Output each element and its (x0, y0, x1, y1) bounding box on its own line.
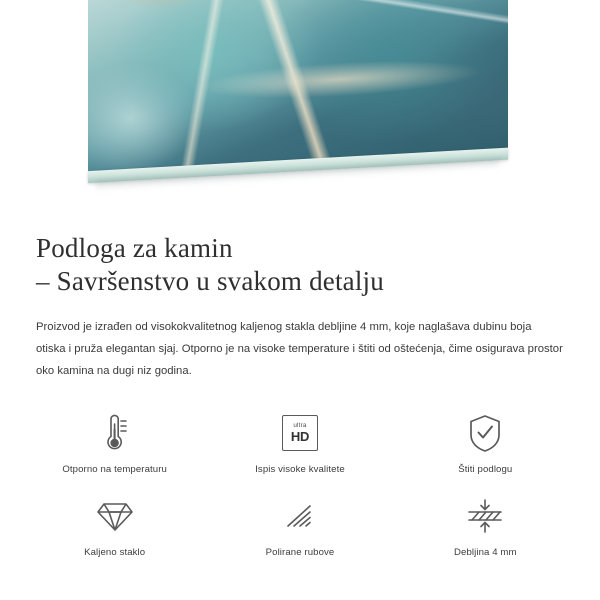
sparkle-icon (510, 186, 524, 200)
feature-label: Ispis visoke kvalitete (255, 464, 345, 475)
feature-label: Kaljeno staklo (84, 547, 146, 558)
feature-item-temperature (22, 408, 207, 475)
feature-label: Polirane rubove (265, 547, 335, 558)
shield-check-icon (464, 408, 506, 458)
feature-label: Otporno na temperaturu (62, 464, 167, 475)
feature-item-tempered-glass (22, 491, 207, 558)
feature-item-print-quality (207, 408, 392, 475)
polished-edges-icon (278, 491, 322, 541)
marble-print-surface (88, 0, 508, 175)
ultra-hd-icon (282, 408, 318, 458)
feature-item-polished-edges (207, 491, 392, 558)
page-title-line-1: Podloga za kamin (36, 233, 233, 263)
feature-label: Štiti podlogu (458, 464, 513, 475)
product-description: Proizvod je izrađen od visokokvalitetnog kaljenog stakla debljine 4 mm, koje naglašava dubinu boja otiska i pruža elegantan sjaj. Otporno je na visoke temperature i štiti od oštećenja, čime osigurava prostor oko kamina na dugi niz godina. (36, 321, 563, 377)
hero-image (0, 0, 600, 218)
feature-item-thickness (393, 491, 578, 558)
thermometer-icon (94, 408, 136, 458)
feature-label: Debljina 4 mm (454, 547, 517, 558)
thickness-icon (462, 491, 508, 541)
feature-grid (0, 408, 600, 558)
feature-item-protection (393, 408, 578, 475)
diamond-icon (93, 491, 137, 541)
page-title-line-2: – Savršenstvo u svakom detalju (36, 266, 384, 296)
content-block (0, 218, 600, 382)
page-title (36, 232, 564, 298)
ultra-hd-top-text: ultra (293, 421, 307, 429)
ultra-hd-bottom-text: HD (290, 429, 310, 445)
hero-image-inner (0, 0, 600, 208)
